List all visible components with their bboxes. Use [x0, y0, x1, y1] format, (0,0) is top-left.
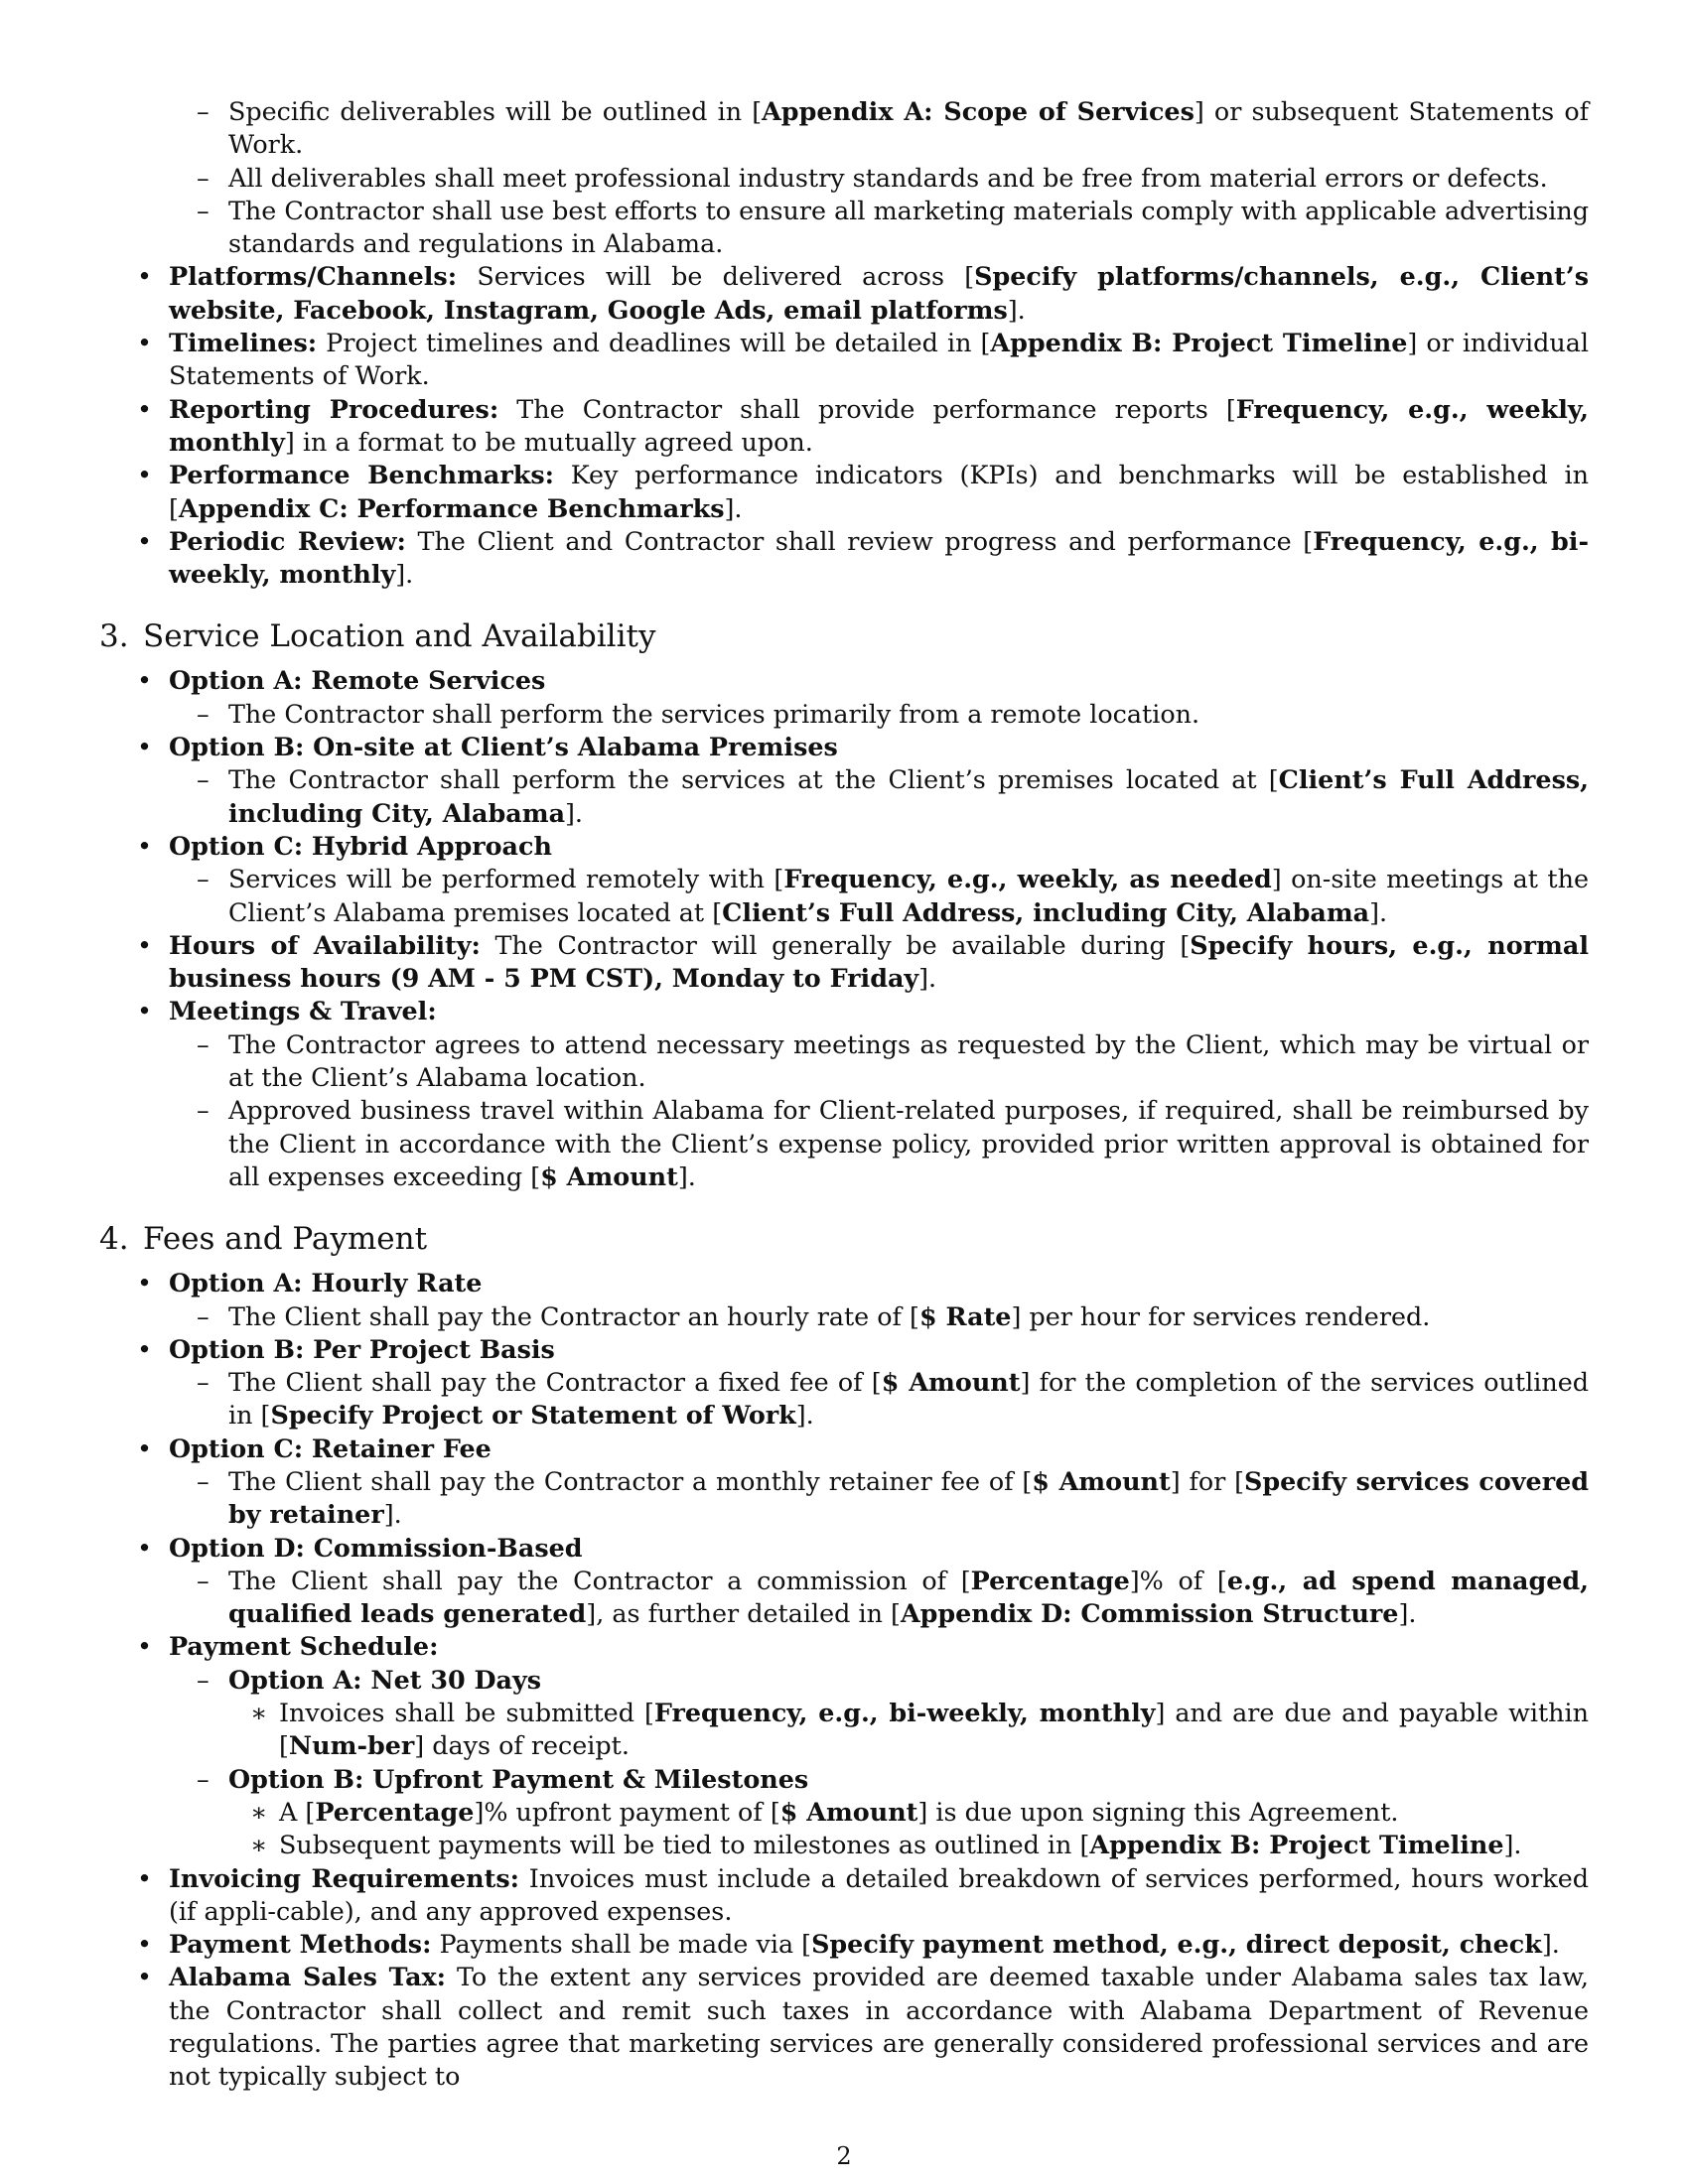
section-3-heading: 3. Service Location and Availability: [99, 618, 656, 655]
location-option-b: • Option B: On-site at Client’s Alabama Premises: [99, 731, 1589, 763]
location-option-c: • Option C: Hybrid Approach: [99, 830, 1589, 863]
location-option-c-text: – Services will be performed remotely with [Frequency, e.g., weekly, as needed] on-site meetings at the Client’s Alabama premises located at [Client’s Full Address, including City, Alabama].: [99, 863, 1589, 929]
section-4-heading: 4. Fees and Payment: [99, 1221, 428, 1258]
document-page: [99, 95, 1589, 2094]
hours-of-availability-item: • Hours of Availability: The Contractor will generally be available during [Specify hours, e.g., normal business hours (9 AM - 5 PM CST), Monday to Friday].: [99, 929, 1589, 996]
fee-option-d-text: – The Client shall pay the Contractor a commission of [Percentage]% of [e.g., ad spend managed, qualified leads generated], as further detailed in [Appendix D: Commission Structure].: [99, 1565, 1589, 1631]
deliverables-appendix-item: – Specific deliverables will be outlined in [Appendix A: Scope of Services] or subsequent Statements of Work.: [99, 95, 1589, 162]
travel-reimbursement-item: – Approved business travel within Alabama for Client-related purposes, if required, shall be reimbursed by the Client in accordance with the Client’s expense policy, provided prior written approval is obtained for all expenses exceeding [$ Amount].: [99, 1094, 1589, 1193]
fee-option-b-text: – The Client shall pay the Contractor a fixed fee of [$ Amount] for the completion of the services outlined in [Specify Project or Statement of Work].: [99, 1366, 1589, 1433]
fee-option-b: • Option B: Per Project Basis: [99, 1333, 1589, 1366]
schedule-option-b: – Option B: Upfront Payment & Milestones: [99, 1763, 1589, 1796]
fee-option-d: • Option D: Commission-Based: [99, 1532, 1589, 1565]
schedule-option-b-milestones: ∗ Subsequent payments will be tied to milestones as outlined in [Appendix B: Project Timeline].: [99, 1829, 1589, 1861]
payment-schedule-item: • Payment Schedule:: [99, 1630, 1589, 1663]
location-option-a-text: – The Contractor shall perform the services primarily from a remote location.: [99, 698, 1589, 731]
deliverables-compliance-item: – The Contractor shall use best efforts to ensure all marketing materials comply with applicable advertising standards and regulations in Alabama.: [99, 195, 1589, 261]
schedule-option-a: – Option A: Net 30 Days: [99, 1664, 1589, 1697]
deliverables-standards-item: – All deliverables shall meet professional industry standards and be free from material errors or defects.: [99, 162, 1589, 195]
benchmarks-item: • Performance Benchmarks: Key performance indicators (KPIs) and benchmarks will be established in [Appendix C: Performance Benchmarks].: [99, 459, 1589, 525]
periodic-review-item: • Periodic Review: The Client and Contractor shall review progress and performance [Frequency, e.g., bi-weekly, monthly].: [99, 525, 1589, 592]
fee-option-a-text: – The Client shall pay the Contractor an hourly rate of [$ Rate] per hour for services rendered.: [99, 1300, 1589, 1333]
timelines-item: • Timelines: Project timelines and deadlines will be detailed in [Appendix B: Project Timeline] or individual Statements of Work.: [99, 327, 1589, 393]
reporting-item: • Reporting Procedures: The Contractor shall provide performance reports [Frequency, e.g., weekly, monthly] in a format to be mutually agreed upon.: [99, 393, 1589, 460]
platforms-item: • Platforms/Channels: Services will be delivered across [Specify platforms/channels, e.g., Client’s website, Facebook, Instagram, Google Ads, email platforms].: [99, 260, 1589, 327]
fee-option-a: • Option A: Hourly Rate: [99, 1267, 1589, 1299]
payment-methods-item: • Payment Methods: Payments shall be made via [Specify payment method, e.g., direct deposit, check].: [99, 1928, 1589, 1961]
location-option-a: • Option A: Remote Services: [99, 664, 1589, 697]
schedule-option-a-text: ∗ Invoices shall be submitted [Frequency, e.g., bi-weekly, monthly] and are due and payable within [Num-ber] days of receipt.: [99, 1697, 1589, 1763]
meetings-item: – The Contractor agrees to attend necessary meetings as requested by the Client, which may be virtual or at the Client’s Alabama location.: [99, 1028, 1589, 1095]
alabama-sales-tax-item: • Alabama Sales Tax: To the extent any services provided are deemed taxable under Alabama sales tax law, the Contractor shall collect and remit such taxes in accordance with Alabama Department of Revenue regulations. The parties agree that marketing services are generally considered professional services and are not typically subject to: [99, 1961, 1589, 2093]
schedule-option-b-upfront: ∗ A [Percentage]% upfront payment of [$ Amount] is due upon signing this Agreement.: [99, 1796, 1589, 1829]
invoicing-requirements-item: • Invoicing Requirements: Invoices must include a detailed breakdown of services performed, hours worked (if appli-cable), and any approved expenses.: [99, 1862, 1589, 1929]
page-number: 2: [836, 2142, 852, 2170]
fee-option-c-text: – The Client shall pay the Contractor a monthly retainer fee of [$ Amount] for [Specify services covered by retainer].: [99, 1465, 1589, 1532]
meetings-travel-item: • Meetings & Travel:: [99, 995, 1589, 1027]
fee-option-c: • Option C: Retainer Fee: [99, 1433, 1589, 1465]
location-option-b-text: – The Contractor shall perform the services at the Client’s premises located at [Client’s Full Address, including City, Alabama].: [99, 763, 1589, 830]
